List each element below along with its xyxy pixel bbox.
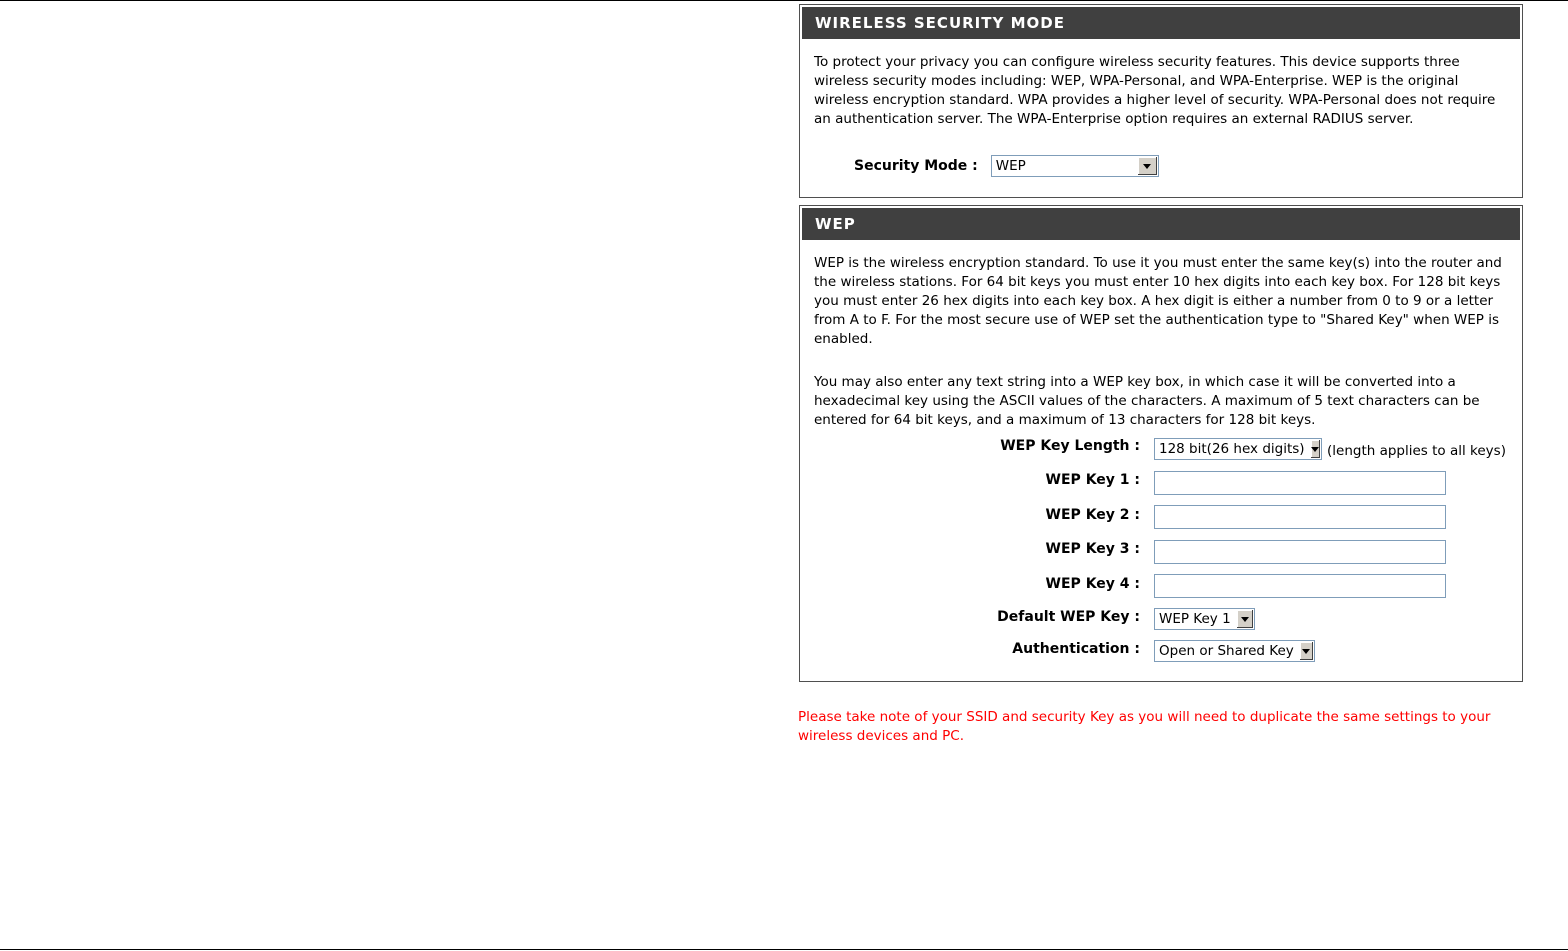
wep-key-2-label-wrap [800,507,1140,523]
top-rule [0,0,1568,1]
wep-key-length-select[interactable] [1154,438,1322,460]
chevron-down-icon[interactable] [1236,610,1253,628]
authentication-value: Open or Shared Key [1159,643,1294,659]
default-wep-key-select[interactable] [1154,608,1255,630]
wep-text-string-description: You may also enter any text string into a WEP key box, in which case it will be converted into a hexadecimal key using the ASCII values of the characters. A maximum of 5 text characters can be entered for 64 bit keys, and a maximum of 13 characters for 128 bit keys. [814,374,1480,428]
default-wep-key-label-wrap [800,609,1140,625]
authentication-select[interactable] [1154,640,1315,662]
wep-key-length-label-wrap [800,438,1140,454]
security-mode-row [854,155,1159,177]
security-mode-value: WEP [995,158,1026,174]
wep-key-1-input[interactable] [1154,471,1446,495]
wep-key-1-label-wrap [800,472,1140,488]
wep-key-2-label: WEP Key 2 : [1045,507,1140,523]
wep-key-3-row [1154,540,1446,564]
wep-key-4-label: WEP Key 4 : [1045,576,1140,592]
wireless-security-mode-title: WIRELESS SECURITY MODE [802,7,1520,39]
wep-key-3-label-wrap [800,541,1140,557]
wep-key-4-row [1154,574,1446,598]
wep-key-length-row [1154,438,1506,460]
bottom-rule [0,949,1568,950]
default-wep-key-row [1154,608,1255,630]
wep-key-2-input[interactable] [1154,505,1446,529]
chevron-down-icon[interactable] [1299,642,1313,660]
default-wep-key-value: WEP Key 1 [1159,611,1231,627]
chevron-down-icon[interactable] [1137,157,1157,175]
wep-key-4-label-wrap [800,576,1140,592]
chevron-down-icon[interactable] [1310,440,1320,458]
wep-key-3-input[interactable] [1154,540,1446,564]
wireless-security-mode-panel [799,4,1523,198]
wireless-security-description: To protect your privacy you can configure wireless security features. This device supports three wireless security modes including: WEP, WPA-Personal, and WPA-Enterprise. WEP is the original wireless encryption standard. WPA provides a higher level of security. WPA-Personal does not require an authentication server. The WPA-Enterprise option requires an external RADIUS server. [814,54,1496,127]
default-wep-key-label: Default WEP Key : [997,609,1140,625]
security-mode-select[interactable] [991,155,1159,177]
wep-key-3-label: WEP Key 3 : [1045,541,1140,557]
wep-key-length-label: WEP Key Length : [1000,438,1140,454]
wep-key-1-label: WEP Key 1 : [1045,472,1140,488]
authentication-row [1154,640,1315,662]
wep-key-2-row [1154,505,1446,529]
wep-title: WEP [802,208,1520,240]
security-mode-label: Security Mode : [854,158,978,174]
wep-key-length-value: 128 bit(26 hex digits) [1159,441,1305,457]
wep-panel [799,205,1523,682]
ssid-key-warning: Please take note of your SSID and security Key as you will need to duplicate the same settings to your wireless devices and PC. [798,709,1491,744]
wep-key-length-note: (length applies to all keys) [1327,443,1506,459]
wep-description: WEP is the wireless encryption standard. To use it you must enter the same key(s) into the router and the wireless stations. For 64 bit keys you must enter 10 hex digits into each key box. For 128 bit keys you must enter 26 hex digits into each key box. A hex digit is either a number from 0 to 9 or a letter from A to F. For the most secure use of WEP set the authentication type to "Shared Key" when WEP is enabled. [814,255,1502,347]
authentication-label-wrap [800,641,1140,657]
authentication-label: Authentication : [1012,641,1140,657]
wep-key-1-row [1154,471,1446,495]
wep-key-4-input[interactable] [1154,574,1446,598]
